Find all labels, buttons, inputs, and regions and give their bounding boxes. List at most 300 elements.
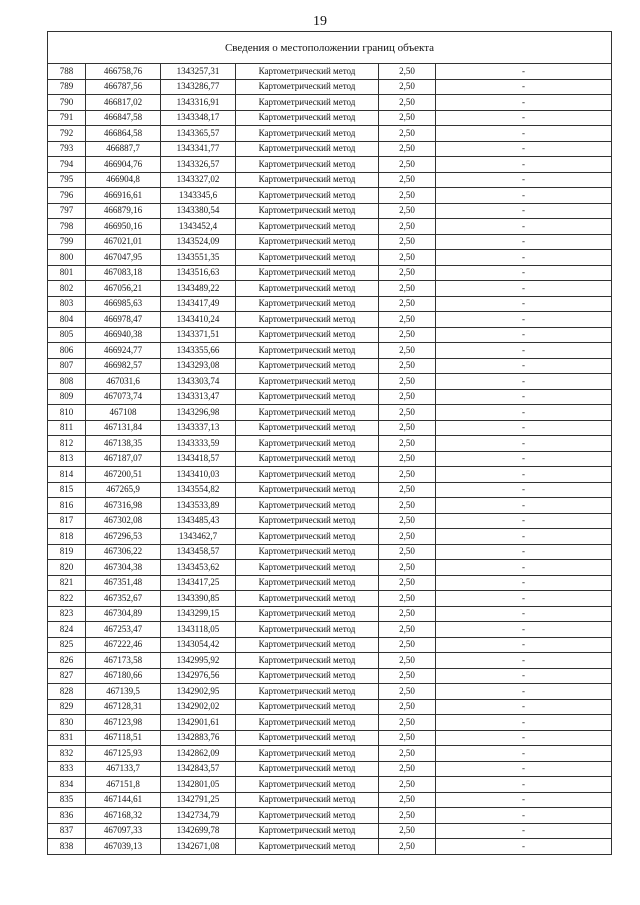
method-cell: Картометрический метод (236, 606, 379, 622)
x-coordinate-cell: 466978,47 (86, 312, 161, 328)
table-row (48, 327, 612, 343)
method-cell: Картометрический метод (236, 157, 379, 173)
description-cell: - (436, 622, 612, 638)
x-coordinate-cell: 467021,01 (86, 234, 161, 250)
description-cell: - (436, 64, 612, 80)
y-coordinate-cell: 1342902,95 (161, 684, 236, 700)
x-coordinate-cell: 466904,8 (86, 172, 161, 188)
x-coordinate-cell: 467200,51 (86, 467, 161, 483)
table-row (48, 715, 612, 731)
y-coordinate-cell: 1342902,02 (161, 699, 236, 715)
y-coordinate-cell: 1343327,02 (161, 172, 236, 188)
method-cell: Картометрический метод (236, 668, 379, 684)
point-number-cell: 805 (48, 327, 86, 343)
x-coordinate-cell: 467083,18 (86, 265, 161, 281)
table-row (48, 467, 612, 483)
point-number-cell: 814 (48, 467, 86, 483)
point-number-cell: 837 (48, 823, 86, 839)
description-cell: - (436, 467, 612, 483)
method-cell: Картометрический метод (236, 498, 379, 514)
boundary-coordinates-table (47, 31, 612, 855)
y-coordinate-cell: 1343118,05 (161, 622, 236, 638)
accuracy-cell: 2,50 (379, 808, 436, 824)
table-title-row (48, 32, 612, 64)
point-number-cell: 792 (48, 126, 86, 142)
table-row (48, 591, 612, 607)
x-coordinate-cell: 466847,58 (86, 110, 161, 126)
y-coordinate-cell: 1343533,89 (161, 498, 236, 514)
point-number-cell: 815 (48, 482, 86, 498)
accuracy-cell: 2,50 (379, 110, 436, 126)
y-coordinate-cell: 1343299,15 (161, 606, 236, 622)
y-coordinate-cell: 1343345,6 (161, 188, 236, 204)
x-coordinate-cell: 467352,67 (86, 591, 161, 607)
method-cell: Картометрический метод (236, 544, 379, 560)
y-coordinate-cell: 1343524,09 (161, 234, 236, 250)
y-coordinate-cell: 1342862,09 (161, 746, 236, 762)
method-cell: Картометрический метод (236, 482, 379, 498)
y-coordinate-cell: 1343410,03 (161, 467, 236, 483)
y-coordinate-cell: 1343554,82 (161, 482, 236, 498)
description-cell: - (436, 544, 612, 560)
point-number-cell: 832 (48, 746, 86, 762)
accuracy-cell: 2,50 (379, 188, 436, 204)
method-cell: Картометрический метод (236, 513, 379, 529)
point-number-cell: 807 (48, 358, 86, 374)
table-row (48, 219, 612, 235)
accuracy-cell: 2,50 (379, 296, 436, 312)
y-coordinate-cell: 1343365,57 (161, 126, 236, 142)
y-coordinate-cell: 1343296,98 (161, 405, 236, 421)
method-cell: Картометрический метод (236, 358, 379, 374)
table-row (48, 234, 612, 250)
point-number-cell: 820 (48, 560, 86, 576)
method-cell: Картометрический метод (236, 64, 379, 80)
accuracy-cell: 2,50 (379, 79, 436, 95)
x-coordinate-cell: 467118,51 (86, 730, 161, 746)
method-cell: Картометрический метод (236, 653, 379, 669)
point-number-cell: 825 (48, 637, 86, 653)
point-number-cell: 830 (48, 715, 86, 731)
method-cell: Картометрический метод (236, 296, 379, 312)
point-number-cell: 834 (48, 777, 86, 793)
accuracy-cell: 2,50 (379, 203, 436, 219)
x-coordinate-cell: 466879,16 (86, 203, 161, 219)
table-row (48, 157, 612, 173)
accuracy-cell: 2,50 (379, 436, 436, 452)
y-coordinate-cell: 1342901,61 (161, 715, 236, 731)
method-cell: Картометрический метод (236, 420, 379, 436)
method-cell: Картометрический метод (236, 126, 379, 142)
point-number-cell: 811 (48, 420, 86, 436)
table-row (48, 668, 612, 684)
table-row (48, 312, 612, 328)
description-cell: - (436, 839, 612, 855)
method-cell: Картометрический метод (236, 265, 379, 281)
description-cell: - (436, 498, 612, 514)
method-cell: Картометрический метод (236, 622, 379, 638)
method-cell: Картометрический метод (236, 451, 379, 467)
method-cell: Картометрический метод (236, 327, 379, 343)
accuracy-cell: 2,50 (379, 715, 436, 731)
y-coordinate-cell: 1343348,17 (161, 110, 236, 126)
description-cell: - (436, 79, 612, 95)
x-coordinate-cell: 467306,22 (86, 544, 161, 560)
point-number-cell: 816 (48, 498, 86, 514)
description-cell: - (436, 606, 612, 622)
method-cell: Картометрический метод (236, 405, 379, 421)
table-row (48, 203, 612, 219)
description-cell: - (436, 172, 612, 188)
table-row (48, 281, 612, 297)
point-number-cell: 789 (48, 79, 86, 95)
x-coordinate-cell: 466982,57 (86, 358, 161, 374)
x-coordinate-cell: 466758,76 (86, 64, 161, 80)
table-row (48, 606, 612, 622)
table-row (48, 730, 612, 746)
y-coordinate-cell: 1342791,25 (161, 792, 236, 808)
description-cell: - (436, 281, 612, 297)
point-number-cell: 828 (48, 684, 86, 700)
accuracy-cell: 2,50 (379, 591, 436, 607)
description-cell: - (436, 374, 612, 390)
description-cell: - (436, 513, 612, 529)
description-cell: - (436, 157, 612, 173)
accuracy-cell: 2,50 (379, 343, 436, 359)
x-coordinate-cell: 467253,47 (86, 622, 161, 638)
method-cell: Картометрический метод (236, 203, 379, 219)
y-coordinate-cell: 1343054,42 (161, 637, 236, 653)
method-cell: Картометрический метод (236, 389, 379, 405)
y-coordinate-cell: 1343516,63 (161, 265, 236, 281)
table-row (48, 575, 612, 591)
method-cell: Картометрический метод (236, 250, 379, 266)
point-number-cell: 836 (48, 808, 86, 824)
accuracy-cell: 2,50 (379, 389, 436, 405)
description-cell: - (436, 358, 612, 374)
x-coordinate-cell: 467180,66 (86, 668, 161, 684)
point-number-cell: 821 (48, 575, 86, 591)
description-cell: - (436, 312, 612, 328)
accuracy-cell: 2,50 (379, 792, 436, 808)
x-coordinate-cell: 466940,38 (86, 327, 161, 343)
y-coordinate-cell: 1342883,76 (161, 730, 236, 746)
table-row (48, 823, 612, 839)
x-coordinate-cell: 466904,76 (86, 157, 161, 173)
table-row (48, 188, 612, 204)
y-coordinate-cell: 1343390,85 (161, 591, 236, 607)
point-number-cell: 799 (48, 234, 86, 250)
method-cell: Картометрический метод (236, 777, 379, 793)
y-coordinate-cell: 1343341,77 (161, 141, 236, 157)
method-cell: Картометрический метод (236, 141, 379, 157)
method-cell: Картометрический метод (236, 467, 379, 483)
description-cell: - (436, 699, 612, 715)
x-coordinate-cell: 466985,63 (86, 296, 161, 312)
table-row (48, 560, 612, 576)
accuracy-cell: 2,50 (379, 498, 436, 514)
y-coordinate-cell: 1343316,91 (161, 95, 236, 111)
description-cell: - (436, 110, 612, 126)
y-coordinate-cell: 1343458,57 (161, 544, 236, 560)
x-coordinate-cell: 466916,61 (86, 188, 161, 204)
description-cell: - (436, 529, 612, 545)
y-coordinate-cell: 1343337,13 (161, 420, 236, 436)
point-number-cell: 800 (48, 250, 86, 266)
x-coordinate-cell: 467139,5 (86, 684, 161, 700)
method-cell: Картометрический метод (236, 281, 379, 297)
y-coordinate-cell: 1343380,54 (161, 203, 236, 219)
x-coordinate-cell: 466924,77 (86, 343, 161, 359)
point-number-cell: 824 (48, 622, 86, 638)
y-coordinate-cell: 1342801,05 (161, 777, 236, 793)
y-coordinate-cell: 1343489,22 (161, 281, 236, 297)
point-number-cell: 827 (48, 668, 86, 684)
y-coordinate-cell: 1343417,49 (161, 296, 236, 312)
description-cell: - (436, 715, 612, 731)
point-number-cell: 791 (48, 110, 86, 126)
method-cell: Картометрический метод (236, 529, 379, 545)
x-coordinate-cell: 467131,84 (86, 420, 161, 436)
table-row (48, 436, 612, 452)
accuracy-cell: 2,50 (379, 141, 436, 157)
description-cell: - (436, 405, 612, 421)
y-coordinate-cell: 1343371,51 (161, 327, 236, 343)
point-number-cell: 817 (48, 513, 86, 529)
accuracy-cell: 2,50 (379, 358, 436, 374)
accuracy-cell: 2,50 (379, 777, 436, 793)
method-cell: Картометрический метод (236, 219, 379, 235)
point-number-cell: 796 (48, 188, 86, 204)
point-number-cell: 809 (48, 389, 86, 405)
table-row (48, 296, 612, 312)
table-row (48, 622, 612, 638)
table-row (48, 389, 612, 405)
table-row (48, 544, 612, 560)
x-coordinate-cell: 466864,58 (86, 126, 161, 142)
method-cell: Картометрический метод (236, 730, 379, 746)
description-cell: - (436, 668, 612, 684)
x-coordinate-cell: 467351,48 (86, 575, 161, 591)
x-coordinate-cell: 467304,38 (86, 560, 161, 576)
table-row (48, 808, 612, 824)
method-cell: Картометрический метод (236, 79, 379, 95)
point-number-cell: 806 (48, 343, 86, 359)
method-cell: Картометрический метод (236, 746, 379, 762)
accuracy-cell: 2,50 (379, 622, 436, 638)
method-cell: Картометрический метод (236, 699, 379, 715)
description-cell: - (436, 684, 612, 700)
accuracy-cell: 2,50 (379, 234, 436, 250)
description-cell: - (436, 234, 612, 250)
accuracy-cell: 2,50 (379, 529, 436, 545)
description-cell: - (436, 141, 612, 157)
x-coordinate-cell: 466787,56 (86, 79, 161, 95)
x-coordinate-cell: 467222,46 (86, 637, 161, 653)
table-row (48, 498, 612, 514)
description-cell: - (436, 389, 612, 405)
table-row (48, 420, 612, 436)
y-coordinate-cell: 1343418,57 (161, 451, 236, 467)
page-number: 19 (313, 14, 327, 29)
table-row (48, 792, 612, 808)
y-coordinate-cell: 1343333,59 (161, 436, 236, 452)
description-cell: - (436, 451, 612, 467)
table-row (48, 250, 612, 266)
description-cell: - (436, 808, 612, 824)
method-cell: Картометрический метод (236, 823, 379, 839)
accuracy-cell: 2,50 (379, 699, 436, 715)
method-cell: Картометрический метод (236, 637, 379, 653)
table-row (48, 374, 612, 390)
y-coordinate-cell: 1343551,35 (161, 250, 236, 266)
x-coordinate-cell: 467304,89 (86, 606, 161, 622)
description-cell: - (436, 95, 612, 111)
accuracy-cell: 2,50 (379, 420, 436, 436)
y-coordinate-cell: 1342995,92 (161, 653, 236, 669)
accuracy-cell: 2,50 (379, 746, 436, 762)
point-number-cell: 835 (48, 792, 86, 808)
point-number-cell: 802 (48, 281, 86, 297)
point-number-cell: 818 (48, 529, 86, 545)
x-coordinate-cell: 467073,74 (86, 389, 161, 405)
point-number-cell: 804 (48, 312, 86, 328)
table-row (48, 699, 612, 715)
accuracy-cell: 2,50 (379, 327, 436, 343)
x-coordinate-cell: 467296,53 (86, 529, 161, 545)
accuracy-cell: 2,50 (379, 560, 436, 576)
point-number-cell: 838 (48, 839, 86, 855)
y-coordinate-cell: 1343257,31 (161, 64, 236, 80)
x-coordinate-cell: 467187,07 (86, 451, 161, 467)
point-number-cell: 829 (48, 699, 86, 715)
y-coordinate-cell: 1342976,56 (161, 668, 236, 684)
method-cell: Картометрический метод (236, 172, 379, 188)
description-cell: - (436, 188, 612, 204)
method-cell: Картометрический метод (236, 110, 379, 126)
point-number-cell: 812 (48, 436, 86, 452)
accuracy-cell: 2,50 (379, 544, 436, 560)
y-coordinate-cell: 1343313,47 (161, 389, 236, 405)
accuracy-cell: 2,50 (379, 219, 436, 235)
description-cell: - (436, 746, 612, 762)
table-row (48, 265, 612, 281)
table-row (48, 637, 612, 653)
description-cell: - (436, 560, 612, 576)
y-coordinate-cell: 1343326,57 (161, 157, 236, 173)
method-cell: Картометрический метод (236, 95, 379, 111)
y-coordinate-cell: 1342671,08 (161, 839, 236, 855)
table-row (48, 684, 612, 700)
accuracy-cell: 2,50 (379, 172, 436, 188)
table-title: Сведения о местоположении границ объекта (48, 32, 612, 64)
point-number-cell: 810 (48, 405, 86, 421)
description-cell: - (436, 575, 612, 591)
description-cell: - (436, 219, 612, 235)
point-number-cell: 822 (48, 591, 86, 607)
y-coordinate-cell: 1342734,79 (161, 808, 236, 824)
accuracy-cell: 2,50 (379, 637, 436, 653)
accuracy-cell: 2,50 (379, 730, 436, 746)
method-cell: Картометрический метод (236, 715, 379, 731)
table-row (48, 451, 612, 467)
method-cell: Картометрический метод (236, 761, 379, 777)
description-cell: - (436, 637, 612, 653)
point-number-cell: 823 (48, 606, 86, 622)
x-coordinate-cell: 466817,02 (86, 95, 161, 111)
method-cell: Картометрический метод (236, 560, 379, 576)
y-coordinate-cell: 1342843,57 (161, 761, 236, 777)
table-row (48, 839, 612, 855)
description-cell: - (436, 591, 612, 607)
description-cell: - (436, 777, 612, 793)
table-row (48, 110, 612, 126)
point-number-cell: 793 (48, 141, 86, 157)
description-cell: - (436, 730, 612, 746)
description-cell: - (436, 482, 612, 498)
method-cell: Картометрический метод (236, 591, 379, 607)
accuracy-cell: 2,50 (379, 761, 436, 777)
x-coordinate-cell: 467125,93 (86, 746, 161, 762)
description-cell: - (436, 653, 612, 669)
method-cell: Картометрический метод (236, 436, 379, 452)
accuracy-cell: 2,50 (379, 405, 436, 421)
description-cell: - (436, 296, 612, 312)
accuracy-cell: 2,50 (379, 126, 436, 142)
table-body (48, 32, 612, 855)
x-coordinate-cell: 467108 (86, 405, 161, 421)
description-cell: - (436, 761, 612, 777)
accuracy-cell: 2,50 (379, 250, 436, 266)
method-cell: Картометрический метод (236, 234, 379, 250)
accuracy-cell: 2,50 (379, 157, 436, 173)
method-cell: Картометрический метод (236, 839, 379, 855)
description-cell: - (436, 792, 612, 808)
accuracy-cell: 2,50 (379, 684, 436, 700)
accuracy-cell: 2,50 (379, 513, 436, 529)
x-coordinate-cell: 467039,13 (86, 839, 161, 855)
table-row (48, 343, 612, 359)
method-cell: Картометрический метод (236, 312, 379, 328)
table-row (48, 529, 612, 545)
y-coordinate-cell: 1343453,62 (161, 560, 236, 576)
table-row (48, 513, 612, 529)
point-number-cell: 798 (48, 219, 86, 235)
description-cell: - (436, 436, 612, 452)
table-row (48, 172, 612, 188)
table-row (48, 79, 612, 95)
point-number-cell: 833 (48, 761, 86, 777)
accuracy-cell: 2,50 (379, 839, 436, 855)
method-cell: Картометрический метод (236, 343, 379, 359)
description-cell: - (436, 203, 612, 219)
y-coordinate-cell: 1343286,77 (161, 79, 236, 95)
y-coordinate-cell: 1343303,74 (161, 374, 236, 390)
x-coordinate-cell: 467302,08 (86, 513, 161, 529)
y-coordinate-cell: 1343417,25 (161, 575, 236, 591)
y-coordinate-cell: 1343485,43 (161, 513, 236, 529)
method-cell: Картометрический метод (236, 188, 379, 204)
table-row (48, 777, 612, 793)
table-row (48, 141, 612, 157)
point-number-cell: 813 (48, 451, 86, 467)
x-coordinate-cell: 466950,16 (86, 219, 161, 235)
method-cell: Картометрический метод (236, 684, 379, 700)
method-cell: Картометрический метод (236, 575, 379, 591)
x-coordinate-cell: 467123,98 (86, 715, 161, 731)
description-cell: - (436, 343, 612, 359)
accuracy-cell: 2,50 (379, 606, 436, 622)
